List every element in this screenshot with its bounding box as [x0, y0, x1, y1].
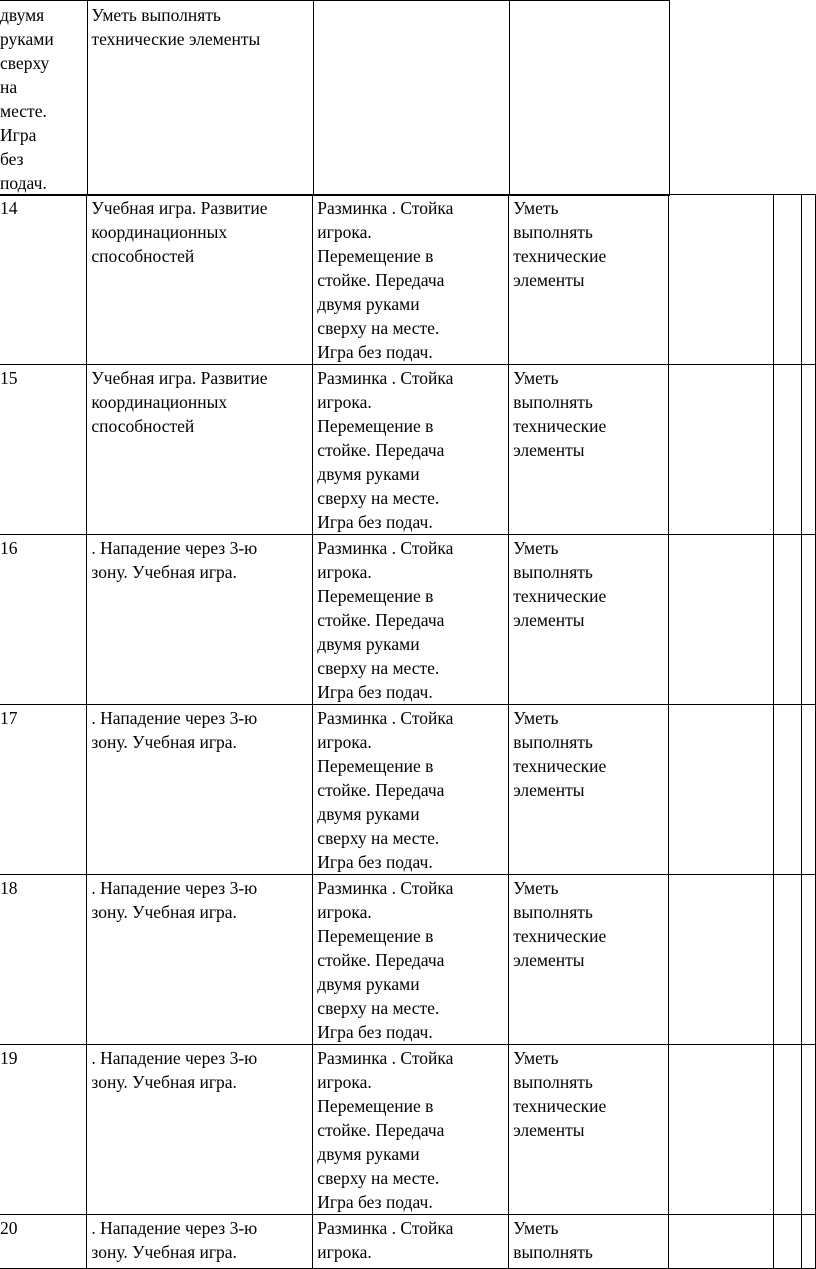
notes-cell	[801, 535, 815, 705]
fact-date-cell	[773, 195, 801, 365]
continuation-table	[0, 0, 670, 196]
notes-cell	[801, 875, 815, 1045]
fact-date-cell	[773, 535, 801, 705]
continuation-empty-cell	[313, 1, 509, 196]
fact-date-cell	[773, 1045, 801, 1215]
lesson-topic-cell: . Нападение через 3-ю зону. Учебная игра.	[87, 875, 313, 1045]
notes-cell	[801, 1215, 815, 1269]
table-row	[0, 875, 816, 1045]
table-row	[0, 1045, 816, 1215]
lesson-topic-cell: . Нападение через 3-ю зону. Учебная игра.	[87, 1215, 313, 1269]
lesson-number-cell: 14	[0, 195, 87, 365]
continuation-row	[0, 1, 669, 196]
lesson-topic-cell: Учебная игра. Развитие координационных способностей	[87, 195, 313, 365]
fact-date-cell	[773, 365, 801, 535]
lesson-number-cell: 15	[0, 365, 87, 535]
lesson-content-cell: Разминка . Стойка игрока. Перемещение в стойке. Передача двумя руками сверху на месте. Игра без подач.	[313, 535, 509, 705]
continuation-empty-cell	[509, 1, 669, 196]
notes-cell	[801, 365, 815, 535]
plan-date-cell	[669, 1045, 774, 1215]
lesson-number-cell: 20	[0, 1215, 87, 1269]
table-row	[0, 195, 816, 365]
plan-date-cell	[669, 365, 774, 535]
lesson-topic-cell: Учебная игра. Развитие координационных способностей	[87, 365, 313, 535]
fact-date-cell	[773, 875, 801, 1045]
lesson-topic-cell: . Нападение через 3-ю зону. Учебная игра.	[87, 1045, 313, 1215]
lesson-content-cell: Разминка . Стойка игрока.	[313, 1215, 509, 1269]
lesson-content-cell: Разминка . Стойка игрока. Перемещение в стойке. Передача двумя руками сверху на месте. Игра без подач.	[313, 705, 509, 875]
plan-date-cell	[669, 1215, 774, 1269]
fact-date-cell	[773, 705, 801, 875]
lesson-content-cell: Разминка . Стойка игрока. Перемещение в стойке. Передача двумя руками сверху на месте. Игра без подач.	[313, 875, 509, 1045]
lesson-requirements-cell: Уметь выполнять технические элементы	[509, 535, 669, 705]
plan-date-cell	[669, 195, 774, 365]
continuation-content-cell: двумя руками сверху на месте. Игра без подач.	[0, 1, 87, 196]
lesson-requirements-cell: Уметь выполнять технические элементы	[509, 705, 669, 875]
lesson-content-cell: Разминка . Стойка игрока. Перемещение в стойке. Передача двумя руками сверху на месте. Игра без подач.	[313, 195, 509, 365]
lesson-number-cell: 17	[0, 705, 87, 875]
lesson-rows	[0, 195, 816, 1269]
notes-cell	[801, 195, 815, 365]
plan-date-cell	[669, 535, 774, 705]
lesson-content-cell: Разминка . Стойка игрока. Перемещение в стойке. Передача двумя руками сверху на месте. Игра без подач.	[313, 365, 509, 535]
lesson-requirements-cell: Уметь выполнять	[509, 1215, 669, 1269]
lesson-number-cell: 19	[0, 1045, 87, 1215]
notes-cell	[801, 1045, 815, 1215]
lesson-number-cell: 18	[0, 875, 87, 1045]
lesson-number-cell: 16	[0, 535, 87, 705]
lesson-topic-cell: . Нападение через 3-ю зону. Учебная игра.	[87, 535, 313, 705]
table-row	[0, 535, 816, 705]
table-row	[0, 1215, 816, 1269]
plan-date-cell	[669, 705, 774, 875]
table-row	[0, 705, 816, 875]
lesson-requirements-cell: Уметь выполнять технические элементы	[509, 195, 669, 365]
notes-cell	[801, 705, 815, 875]
table-row	[0, 365, 816, 535]
fact-date-cell	[773, 1215, 801, 1269]
lesson-content-cell: Разминка . Стойка игрока. Перемещение в стойке. Передача двумя руками сверху на месте. Игра без подач.	[313, 1045, 509, 1215]
continuation-requirements-cell: Уметь выполнять технические элементы	[87, 1, 313, 196]
lesson-topic-cell: . Нападение через 3-ю зону. Учебная игра.	[87, 705, 313, 875]
lesson-plan-table	[0, 194, 816, 1269]
plan-date-cell	[669, 875, 774, 1045]
lesson-requirements-cell: Уметь выполнять технические элементы	[509, 365, 669, 535]
lesson-requirements-cell: Уметь выполнять технические элементы	[509, 1045, 669, 1215]
lesson-requirements-cell: Уметь выполнять технические элементы	[509, 875, 669, 1045]
